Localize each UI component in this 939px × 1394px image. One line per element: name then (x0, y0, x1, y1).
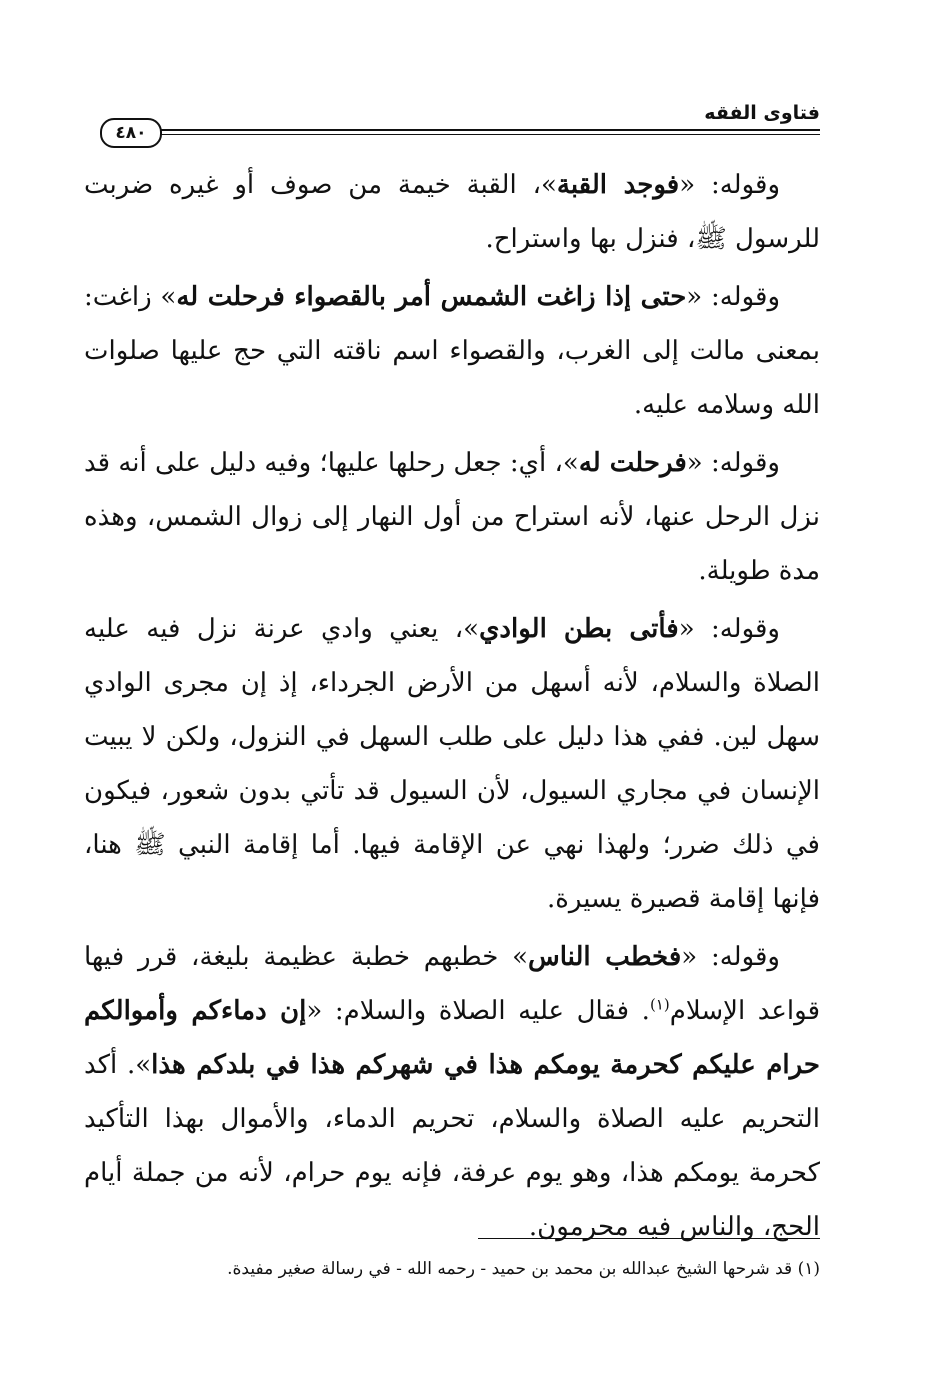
paragraph-lead: وقوله: « (686, 282, 780, 312)
quoted-phrase: فوجد القبة (556, 170, 680, 200)
footnote-ref[interactable]: (١) (649, 995, 670, 1014)
paragraph-text: »، القبة خيمة من صوف أو غيره ضربت للرسول ﷺ، فنزل بها واستراح. (84, 170, 820, 254)
running-title: فتاوى الفقه (704, 102, 820, 124)
paragraph-text: . فقال عليه الصلاة والسلام: « (306, 996, 650, 1026)
paragraph-lead: وقوله: « (679, 170, 780, 200)
header-rule-thick (160, 129, 820, 131)
paragraph-lead: وقوله: « (681, 942, 780, 972)
paragraph-text: »، أي: جعل رحلها عليها؛ وفيه دليل على أنه قد نزل الرحل عنها، لأنه استراح من أول النهار إلى زوال الشمس، وهذه مدة طويلة. (84, 448, 820, 586)
paragraph-4 (84, 602, 820, 926)
quoted-phrase: فخطب الناس (527, 942, 682, 972)
paragraph-3 (84, 436, 820, 598)
quoted-phrase: فأتى بطن الوادي (479, 614, 679, 644)
header-rule-thin (160, 134, 820, 135)
page-header (100, 98, 820, 146)
body-text (84, 158, 820, 1258)
paragraph-lead: وقوله: « (678, 614, 780, 644)
paragraph-text: ». أكد التحريم عليه الصلاة والسلام، تحريم الدماء، والأموال بهذا التأكيد كحرمة يومكم هذا، وهو يوم عرفة، فإنه يوم حرام، لأنه من جملة أيام الحج، والناس فيه محرمون. (84, 1050, 820, 1242)
footnote: (١) قد شرحها الشيخ عبدالله بن محمد بن حميد - رحمه الله - في رسالة صغير مفيدة. (227, 1259, 820, 1279)
quoted-phrase: حتى إذا زاغت الشمس أمر بالقصواء فرحلت له (176, 282, 687, 312)
paragraph-lead: وقوله: « (686, 448, 780, 478)
paragraph-text: » خطبهم خطبة عظيمة بليغة، قرر فيها قواعد الإسلام (84, 942, 821, 1026)
page-number: ٤٨٠ (100, 118, 162, 148)
paragraph-2 (84, 270, 820, 432)
quoted-phrase: فرحلت له (578, 448, 687, 478)
footnote-separator (478, 1238, 820, 1239)
paragraph-text: » زاغت: بمعنى مالت إلى الغرب، والقصواء اسم ناقته التي حج عليها صلوات الله وسلامه عليه. (84, 282, 820, 420)
paragraph-5 (84, 930, 820, 1254)
paragraph-text: »، يعني وادي عرنة نزل فيه عليه الصلاة والسلام، لأنه أسهل من الأرض الجرداء، إذ إن مجرى الوادي سهل لين. ففي هذا دليل على طلب السهل في النزول، ولكن لا يبيت الإنسان في مجاري السيول، لأن السيول قد تأتي بدون شعور، فيكون في ذلك ضرر؛ ولهذا نهي عن الإقامة فيها. أما إقامة النبي ﷺ هنا، فإنها إقامة قصيرة يسيرة. (84, 614, 820, 914)
paragraph-1 (84, 158, 820, 266)
hadith-quote: إن دماءكم وأموالكم حرام عليكم كحرمة يومكم هذا في شهركم هذا في بلدكم هذا (84, 996, 821, 1080)
